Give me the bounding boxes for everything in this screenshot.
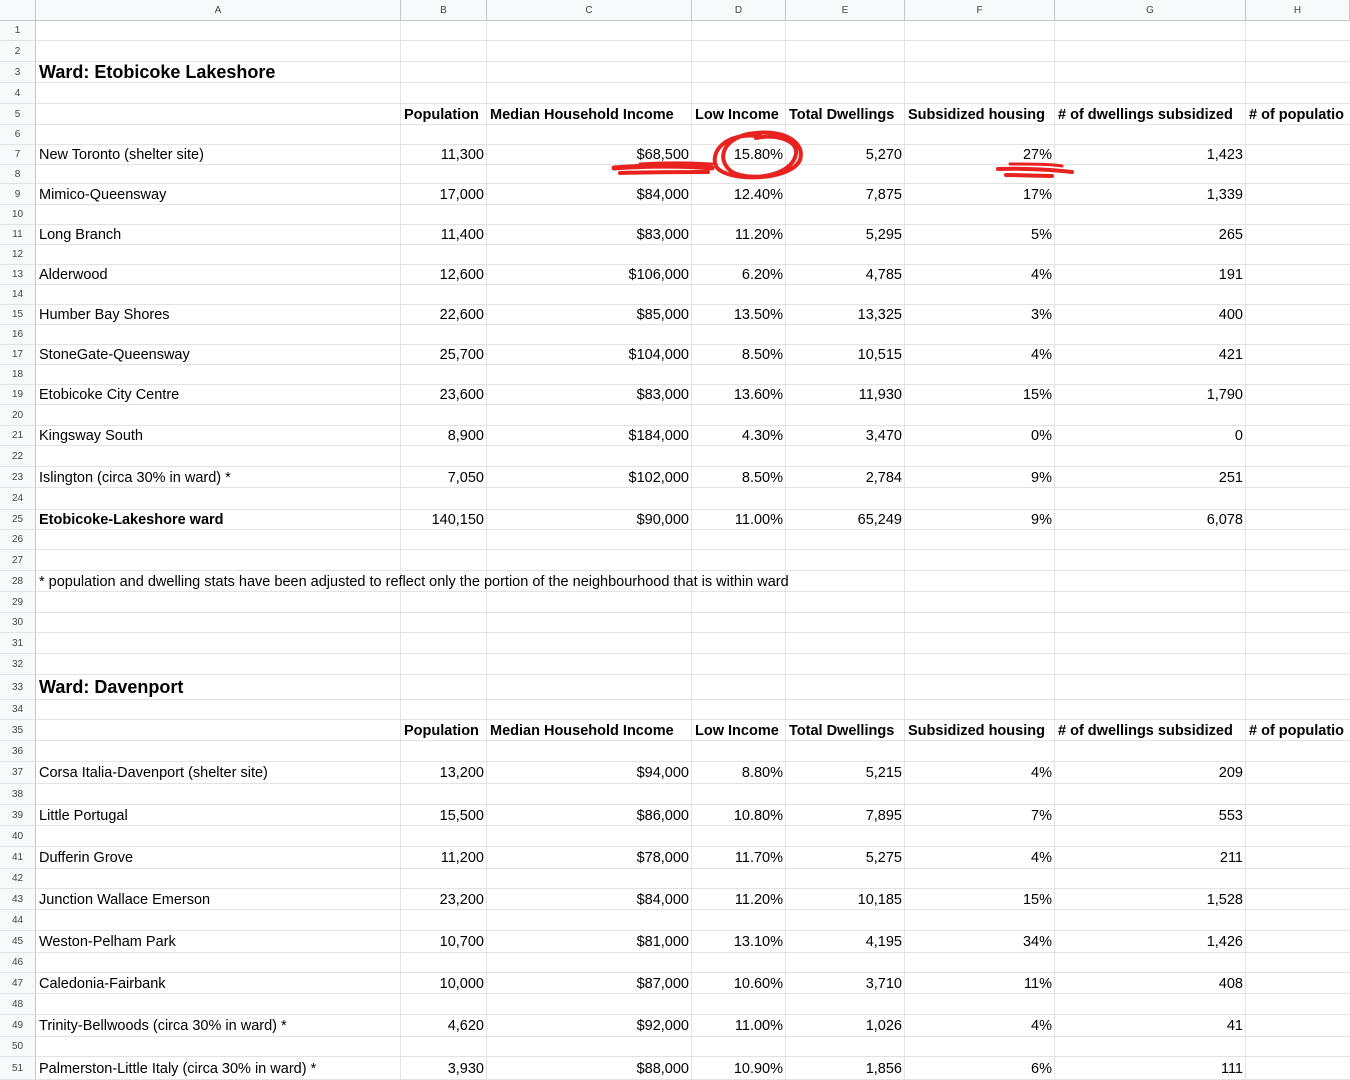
data-cell[interactable]: $85,000 <box>636 307 689 323</box>
row-header-36[interactable]: 36 <box>0 741 36 762</box>
gridline-col <box>1054 21 1055 1080</box>
data-cell[interactable]: 111 <box>1220 1060 1243 1077</box>
neighbourhood-name[interactable]: Humber Bay Shores <box>39 307 170 323</box>
data-cell[interactable]: $78,000 <box>636 850 689 866</box>
data-cell[interactable]: 0% <box>1031 428 1052 444</box>
data-cell[interactable]: 11.00% <box>734 1018 783 1034</box>
gridline-col <box>400 21 401 1080</box>
row-header-4[interactable]: 4 <box>0 83 36 104</box>
row-header-11[interactable]: 11 <box>0 225 36 245</box>
gridline-col <box>904 21 905 1080</box>
data-cell[interactable]: $106,000 <box>628 267 689 283</box>
data-cell[interactable]: 1,856 <box>865 1060 902 1077</box>
column-heading[interactable]: Subsidized housing <box>908 106 1045 123</box>
data-cell[interactable]: 6% <box>1031 1060 1052 1077</box>
data-cell[interactable]: $84,000 <box>636 891 689 908</box>
data-cell[interactable]: 23,200 <box>439 891 484 908</box>
row-header-13[interactable]: 13 <box>0 265 36 285</box>
data-cell[interactable]: 4% <box>1031 1018 1052 1034</box>
data-cell[interactable]: 5,275 <box>865 850 902 866</box>
data-cell[interactable]: 13,325 <box>857 307 902 323</box>
column-heading[interactable]: # of dwellings subsidized <box>1058 722 1233 739</box>
column-heading[interactable]: # of populatio <box>1249 106 1345 123</box>
data-cell[interactable]: 11,930 <box>858 387 902 403</box>
row-header-42[interactable]: 42 <box>0 869 36 889</box>
data-cell[interactable]: $90,000 <box>636 512 689 528</box>
data-cell[interactable]: 13.10% <box>733 934 783 950</box>
row-header-24[interactable]: 24 <box>0 488 36 510</box>
data-cell[interactable]: 15% <box>1022 387 1052 403</box>
row-header-19[interactable]: 19 <box>0 385 36 405</box>
data-cell[interactable]: 4,195 <box>865 934 902 950</box>
row-header-17[interactable]: 17 <box>0 345 36 365</box>
data-cell[interactable]: 12,600 <box>439 267 484 283</box>
row-header-47[interactable]: 47 <box>0 973 36 994</box>
row-header-16[interactable]: 16 <box>0 325 36 345</box>
ward1-title[interactable]: Ward: Etobicoke Lakeshore <box>39 62 276 82</box>
row-header-2[interactable]: 2 <box>0 41 36 62</box>
data-cell[interactable]: 6,078 <box>1206 512 1243 528</box>
row-header-1[interactable]: 1 <box>0 21 36 41</box>
row-header-39[interactable]: 39 <box>0 805 36 826</box>
gridline-col <box>486 21 487 1080</box>
neighbourhood-name[interactable]: New Toronto (shelter site) <box>39 147 204 163</box>
column-header-d[interactable]: D <box>692 0 786 21</box>
row-header-51[interactable]: 51 <box>0 1057 36 1080</box>
row-header-35[interactable]: 35 <box>0 720 36 741</box>
data-cell[interactable]: 8,900 <box>447 428 484 444</box>
gridline-col <box>691 21 692 1080</box>
data-cell[interactable]: $83,000 <box>636 387 689 403</box>
data-cell[interactable]: 1,790 <box>1206 387 1243 403</box>
row-header-7[interactable]: 7 <box>0 145 36 165</box>
data-cell[interactable]: 13.50% <box>733 307 783 323</box>
data-cell[interactable]: 5,295 <box>865 227 902 243</box>
row-header-48[interactable]: 48 <box>0 994 36 1015</box>
neighbourhood-name[interactable]: Trinity-Bellwoods (circa 30% in ward) * <box>39 1018 287 1034</box>
data-cell[interactable]: $92,000 <box>636 1018 689 1034</box>
neighbourhood-name[interactable]: Weston-Pelham Park <box>39 934 176 950</box>
row-header-30[interactable]: 30 <box>0 613 36 633</box>
data-cell[interactable]: 25,700 <box>439 347 484 363</box>
gridline-row <box>36 632 1350 633</box>
data-cell[interactable]: 10.80% <box>733 807 783 824</box>
data-cell[interactable]: 4.30% <box>741 428 783 444</box>
row-header-49[interactable]: 49 <box>0 1015 36 1037</box>
row-header-38[interactable]: 38 <box>0 784 36 805</box>
column-heading[interactable]: Low Income <box>695 106 779 123</box>
data-cell[interactable]: 34% <box>1022 934 1052 950</box>
data-cell[interactable]: $184,000 <box>628 428 689 444</box>
row-header-8[interactable]: 8 <box>0 165 36 184</box>
column-heading[interactable]: Median Household Income <box>490 106 674 123</box>
column-heading[interactable]: Total Dwellings <box>789 106 895 123</box>
data-cell[interactable]: 4% <box>1031 765 1052 781</box>
data-cell[interactable]: 8.80% <box>741 765 783 781</box>
row-header-14[interactable]: 14 <box>0 285 36 305</box>
data-cell[interactable]: $81,000 <box>636 934 689 950</box>
data-cell[interactable]: 4,785 <box>865 267 902 283</box>
row-header-25[interactable]: 25 <box>0 510 36 530</box>
column-heading[interactable]: # of populatio <box>1249 722 1345 739</box>
data-cell[interactable]: $83,000 <box>636 227 689 243</box>
data-cell[interactable]: 11,400 <box>440 227 484 243</box>
neighbourhood-name[interactable]: Mimico-Queensway <box>39 186 167 203</box>
data-cell[interactable]: 22,600 <box>439 307 484 323</box>
data-cell[interactable]: 421 <box>1218 347 1243 363</box>
data-cell[interactable]: 7,875 <box>865 186 902 203</box>
row-header-12[interactable]: 12 <box>0 245 36 265</box>
column-header-a[interactable]: A <box>36 0 401 21</box>
data-cell[interactable]: 7,050 <box>447 469 484 486</box>
row-header-10[interactable]: 10 <box>0 205 36 225</box>
row-header-34[interactable]: 34 <box>0 700 36 720</box>
row-header-18[interactable]: 18 <box>0 365 36 385</box>
data-cell[interactable]: 408 <box>1218 975 1243 992</box>
column-header-e[interactable]: E <box>786 0 905 21</box>
data-cell[interactable]: $104,000 <box>628 347 689 363</box>
row-header-37[interactable]: 37 <box>0 762 36 784</box>
data-cell[interactable]: 1,423 <box>1206 147 1243 163</box>
neighbourhood-name[interactable]: Caledonia-Fairbank <box>39 975 166 992</box>
row-header-31[interactable]: 31 <box>0 633 36 654</box>
data-cell[interactable]: 265 <box>1218 227 1243 243</box>
data-cell[interactable]: $68,500 <box>636 147 689 163</box>
column-heading[interactable]: # of dwellings subsidized <box>1058 106 1233 123</box>
row-header-50[interactable]: 50 <box>0 1037 36 1057</box>
column-header-h[interactable]: H <box>1246 0 1350 21</box>
data-cell[interactable]: 1,026 <box>865 1018 902 1034</box>
gridline-row <box>36 653 1350 654</box>
data-cell[interactable]: 12.40% <box>733 186 783 203</box>
data-cell[interactable]: 9% <box>1031 512 1052 528</box>
column-heading[interactable]: Population <box>404 722 479 739</box>
data-cell[interactable]: 9% <box>1031 469 1052 486</box>
data-cell[interactable]: 4% <box>1031 850 1052 866</box>
data-cell[interactable]: 211 <box>1219 850 1243 866</box>
data-cell[interactable]: 209 <box>1218 765 1243 781</box>
data-cell[interactable]: 4% <box>1031 347 1052 363</box>
data-cell[interactable]: $86,000 <box>636 807 689 824</box>
data-cell[interactable]: 4% <box>1031 267 1052 283</box>
row-header-20[interactable]: 20 <box>0 405 36 426</box>
data-cell[interactable]: 10.90% <box>733 1060 783 1077</box>
data-cell[interactable]: $87,000 <box>636 975 689 992</box>
data-cell[interactable]: 11.00% <box>734 512 783 528</box>
data-cell[interactable]: 13,200 <box>439 765 484 781</box>
neighbourhood-name[interactable]: Etobicoke-Lakeshore ward <box>39 512 224 528</box>
data-cell[interactable]: 553 <box>1218 807 1243 824</box>
data-cell[interactable]: 4,620 <box>447 1018 484 1034</box>
data-cell[interactable]: 251 <box>1218 469 1243 486</box>
data-cell[interactable]: 15% <box>1022 891 1052 908</box>
neighbourhood-name[interactable]: Palmerston-Little Italy (circa 30% in ward) * <box>39 1060 317 1077</box>
neighbourhood-name[interactable]: Corsa Italia-Davenport (shelter site) <box>39 765 268 781</box>
data-cell[interactable]: 10,185 <box>857 891 902 908</box>
data-cell[interactable]: 11.20% <box>734 227 783 243</box>
row-header-41[interactable]: 41 <box>0 847 36 869</box>
data-cell[interactable]: 0 <box>1234 428 1243 444</box>
column-header-g[interactable]: G <box>1055 0 1246 21</box>
row-header-15[interactable]: 15 <box>0 305 36 325</box>
data-cell[interactable]: 2,784 <box>865 469 902 486</box>
data-cell[interactable]: 17,000 <box>439 186 484 203</box>
row-header-21[interactable]: 21 <box>0 426 36 446</box>
column-header-f[interactable]: F <box>905 0 1055 21</box>
neighbourhood-name[interactable]: Long Branch <box>39 227 122 243</box>
row-header-44[interactable]: 44 <box>0 910 36 931</box>
neighbourhood-name[interactable]: Dufferin Grove <box>39 850 134 866</box>
row-header-5[interactable]: 5 <box>0 104 36 125</box>
row-header-29[interactable]: 29 <box>0 592 36 613</box>
row-header-45[interactable]: 45 <box>0 931 36 953</box>
data-cell[interactable]: 27% <box>1022 147 1052 163</box>
data-cell[interactable]: 11.70% <box>734 850 783 866</box>
data-cell[interactable]: 5% <box>1031 227 1052 243</box>
row-header-32[interactable]: 32 <box>0 654 36 675</box>
neighbourhood-name[interactable]: Little Portugal <box>39 807 128 824</box>
data-cell[interactable]: 17% <box>1022 186 1052 203</box>
data-cell[interactable]: 13.60% <box>733 387 783 403</box>
neighbourhood-name[interactable]: StoneGate-Queensway <box>39 347 190 363</box>
column-header-b[interactable]: B <box>401 0 487 21</box>
data-cell[interactable]: $102,000 <box>628 469 689 486</box>
neighbourhood-name[interactable]: Kingsway South <box>39 428 143 444</box>
row-header-27[interactable]: 27 <box>0 550 36 571</box>
data-cell[interactable]: 10,515 <box>857 347 902 363</box>
row-header-9[interactable]: 9 <box>0 184 36 205</box>
row-header-22[interactable]: 22 <box>0 446 36 467</box>
data-cell[interactable]: 400 <box>1218 307 1243 323</box>
neighbourhood-name[interactable]: Islington (circa 30% in ward) * <box>39 469 231 486</box>
column-heading[interactable]: Low Income <box>695 722 779 739</box>
data-cell[interactable]: 10.60% <box>733 975 783 992</box>
data-cell[interactable]: 1,339 <box>1206 186 1243 203</box>
select-all-corner[interactable] <box>0 0 36 21</box>
row-header-3[interactable]: 3 <box>0 62 36 83</box>
row-header-43[interactable]: 43 <box>0 889 36 910</box>
neighbourhood-name[interactable]: Etobicoke City Centre <box>39 387 180 403</box>
data-cell[interactable]: 15.80% <box>733 147 783 163</box>
data-cell[interactable]: 8.50% <box>741 347 783 363</box>
gridline-col <box>1245 21 1246 1080</box>
column-heading[interactable]: Population <box>404 106 479 123</box>
row-header-40[interactable]: 40 <box>0 826 36 847</box>
data-cell[interactable]: 1,426 <box>1206 934 1243 950</box>
data-cell[interactable]: 8.50% <box>741 469 783 486</box>
data-cell[interactable]: 11,300 <box>440 147 484 163</box>
row-header-28[interactable]: 28 <box>0 571 36 592</box>
gridline-col <box>785 21 786 1080</box>
data-cell[interactable]: 11,200 <box>440 850 484 866</box>
data-cell[interactable]: 10,000 <box>439 975 484 992</box>
column-heading[interactable]: Median Household Income <box>490 722 674 739</box>
data-cell[interactable]: 5,215 <box>865 765 902 781</box>
ward2-title[interactable]: Ward: Davenport <box>39 677 184 697</box>
gridline-row <box>36 612 1350 613</box>
row-header-23[interactable]: 23 <box>0 467 36 488</box>
neighbourhood-name[interactable]: Alderwood <box>39 267 108 283</box>
data-cell[interactable]: 15,500 <box>439 807 484 824</box>
data-cell[interactable]: $84,000 <box>636 186 689 203</box>
data-cell[interactable]: 10,700 <box>439 934 484 950</box>
column-heading[interactable]: Subsidized housing <box>908 722 1045 739</box>
data-cell[interactable]: 11% <box>1024 975 1052 992</box>
data-cell[interactable]: 3,710 <box>865 975 902 992</box>
data-cell[interactable]: 3% <box>1031 307 1052 323</box>
data-cell[interactable]: 6.20% <box>741 267 783 283</box>
data-cell[interactable]: 65,249 <box>857 512 902 528</box>
data-cell[interactable]: 5,270 <box>865 147 902 163</box>
data-cell[interactable]: 1,528 <box>1206 891 1243 908</box>
row-header-46[interactable]: 46 <box>0 953 36 973</box>
data-cell[interactable]: 23,600 <box>439 387 484 403</box>
data-cell[interactable]: 11.20% <box>734 891 783 908</box>
data-cell[interactable]: 7% <box>1031 807 1052 824</box>
data-cell[interactable]: 191 <box>1218 267 1243 283</box>
gridline-row <box>36 549 1350 550</box>
row-header-26[interactable]: 26 <box>0 530 36 550</box>
gridline-row <box>36 40 1350 41</box>
column-heading[interactable]: Total Dwellings <box>789 722 895 739</box>
data-cell[interactable]: 7,895 <box>865 807 902 824</box>
neighbourhood-name[interactable]: Junction Wallace Emerson <box>39 891 211 908</box>
column-header-c[interactable]: C <box>487 0 692 21</box>
data-cell[interactable]: $88,000 <box>636 1060 689 1077</box>
footnote[interactable]: * population and dwelling stats have been adjusted to reflect only the portion of the neighbourhood that is within ward <box>39 573 789 590</box>
data-cell[interactable]: 140,150 <box>431 512 484 528</box>
data-cell[interactable]: 3,470 <box>865 428 902 444</box>
data-cell[interactable]: 3,930 <box>447 1060 484 1077</box>
row-header-33[interactable]: 33 <box>0 675 36 700</box>
data-cell[interactable]: 41 <box>1226 1018 1243 1034</box>
row-header-6[interactable]: 6 <box>0 125 36 145</box>
data-cell[interactable]: $94,000 <box>636 765 689 781</box>
